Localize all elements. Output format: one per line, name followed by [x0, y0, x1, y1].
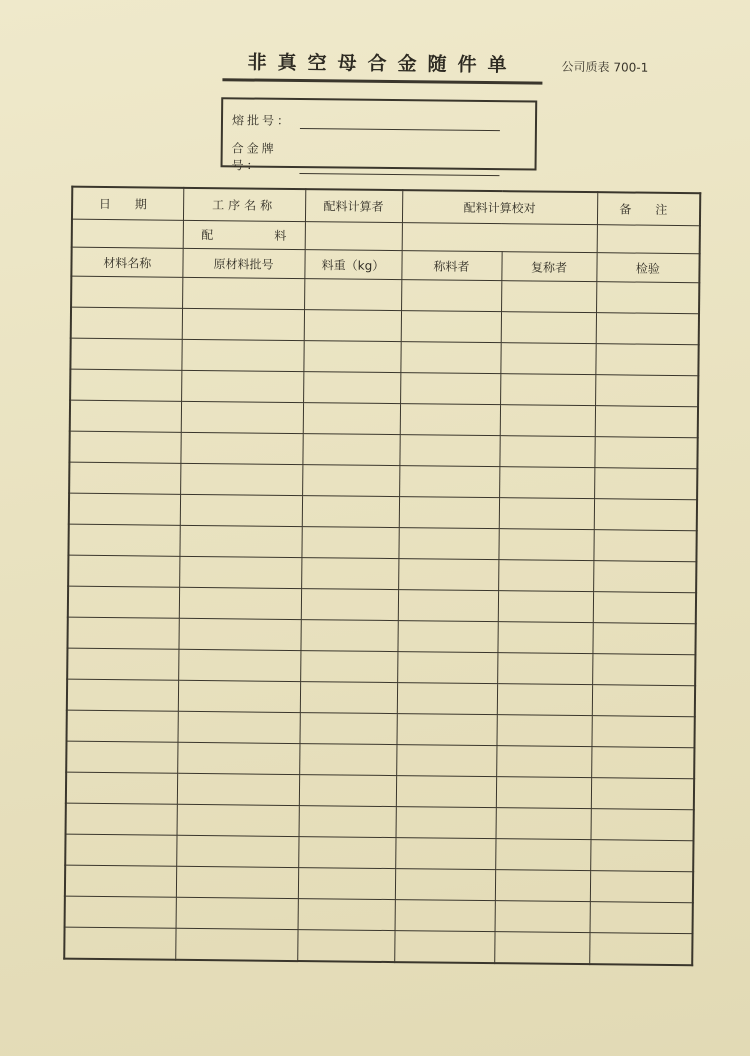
table-cell[interactable]	[68, 586, 179, 618]
table-cell[interactable]	[300, 682, 397, 714]
heat-no-row	[232, 111, 500, 131]
table-cell[interactable]	[180, 463, 302, 495]
table-cell[interactable]	[401, 311, 501, 343]
table-cell[interactable]	[398, 528, 498, 560]
batch-calc-field[interactable]	[305, 222, 402, 251]
table-cell[interactable]	[496, 808, 591, 840]
table-cell[interactable]	[178, 680, 300, 712]
batch-check-field[interactable]	[402, 223, 597, 253]
table-cell[interactable]	[176, 897, 298, 929]
table-cell[interactable]	[302, 496, 399, 528]
table-cell[interactable]	[304, 310, 401, 342]
table-cell[interactable]	[181, 339, 303, 371]
table-cell[interactable]	[177, 711, 299, 743]
table-cell[interactable]	[395, 869, 495, 901]
table-cell[interactable]	[68, 555, 179, 587]
table-cell[interactable]	[300, 620, 397, 652]
table-cell[interactable]	[399, 435, 499, 467]
table-cell[interactable]	[399, 497, 499, 529]
table-cell[interactable]	[591, 747, 694, 779]
table-cell[interactable]	[177, 742, 299, 774]
form-sheet	[0, 25, 740, 1053]
table-cell[interactable]	[66, 803, 177, 835]
table-cell[interactable]	[302, 465, 399, 497]
col-inspection: 检验	[596, 253, 699, 283]
table-cell[interactable]	[71, 307, 182, 339]
table-cell[interactable]	[397, 652, 497, 684]
batch-info-box	[221, 97, 538, 173]
remarks-label: 备 注	[597, 192, 700, 226]
table-cell[interactable]	[181, 401, 303, 433]
table-cell[interactable]	[591, 778, 694, 810]
table-cell[interactable]	[595, 406, 698, 438]
table-cell[interactable]	[589, 933, 692, 966]
materials-table	[63, 186, 701, 967]
table-cell[interactable]	[496, 777, 591, 809]
table-cell[interactable]	[590, 871, 693, 903]
date-label: 日 期	[72, 187, 183, 221]
alloy-grade-label: 合金牌号：	[231, 141, 277, 173]
table-cell[interactable]	[500, 374, 595, 406]
table-cell[interactable]	[594, 499, 697, 531]
table-cell[interactable]	[396, 807, 496, 839]
table-cell[interactable]	[594, 437, 697, 469]
table-cell[interactable]	[182, 308, 304, 340]
table-cell[interactable]	[496, 746, 591, 778]
table-cell[interactable]	[499, 467, 594, 499]
table-cell[interactable]	[71, 276, 182, 308]
table-cell[interactable]	[298, 837, 395, 869]
table-cell[interactable]	[595, 344, 698, 376]
table-cell[interactable]	[67, 617, 178, 649]
table-cell[interactable]	[399, 466, 499, 498]
batch-check-label: 配料计算校对	[402, 190, 597, 225]
remarks-field[interactable]	[597, 225, 700, 254]
table-cell[interactable]	[179, 587, 301, 619]
table-cell[interactable]	[70, 369, 181, 401]
table-cell[interactable]	[301, 558, 398, 590]
table-cell[interactable]	[175, 928, 297, 961]
table-cell[interactable]	[65, 834, 176, 866]
table-cell[interactable]	[500, 343, 595, 375]
table-cell[interactable]	[69, 431, 180, 463]
table-cell[interactable]	[591, 716, 694, 748]
table-cell[interactable]	[592, 654, 695, 686]
table-cell[interactable]	[66, 741, 177, 773]
table-cell[interactable]	[397, 683, 497, 715]
table-cell[interactable]	[396, 714, 496, 746]
table-cell[interactable]	[67, 679, 178, 711]
table-cell[interactable]	[64, 927, 175, 960]
table-cell[interactable]	[501, 281, 596, 313]
table-cell[interactable]	[498, 591, 593, 623]
table-cell[interactable]	[180, 494, 302, 526]
table-cell[interactable]	[495, 839, 590, 871]
table-cell[interactable]	[592, 623, 695, 655]
table-cell[interactable]	[303, 372, 400, 404]
batching-label: 配 料	[183, 220, 305, 249]
table-cell[interactable]	[299, 806, 396, 838]
table-cell[interactable]	[499, 436, 594, 468]
table-cell[interactable]	[70, 338, 181, 370]
table-cell[interactable]	[494, 932, 589, 964]
table-cell[interactable]	[176, 866, 298, 898]
table-cell[interactable]	[301, 527, 398, 559]
table-cell[interactable]	[298, 899, 395, 931]
table-cell[interactable]	[498, 529, 593, 561]
table-cell[interactable]	[179, 556, 301, 588]
table-cell[interactable]	[593, 592, 696, 624]
table-cell[interactable]	[394, 931, 494, 964]
table-cell[interactable]	[396, 776, 496, 808]
table-cell[interactable]	[179, 525, 301, 557]
table-cell[interactable]	[67, 648, 178, 680]
table-cell[interactable]	[178, 649, 300, 681]
table-cell[interactable]	[397, 621, 497, 653]
table-cell[interactable]	[68, 524, 179, 556]
col-weigher: 称料者	[401, 251, 501, 281]
data-rows	[64, 276, 699, 965]
alloy-grade-row	[231, 139, 499, 176]
table-cell[interactable]	[400, 373, 500, 405]
table-cell[interactable]	[398, 559, 498, 591]
table-cell[interactable]	[497, 684, 592, 716]
table-cell[interactable]	[181, 370, 303, 402]
heat-no-label: 熔批号：	[231, 113, 293, 128]
alloy-grade-field[interactable]	[299, 161, 499, 176]
table-cell[interactable]	[65, 865, 176, 897]
table-cell[interactable]	[497, 653, 592, 685]
table-cell[interactable]	[495, 870, 590, 902]
table-cell[interactable]	[70, 400, 181, 432]
table-cell[interactable]	[594, 468, 697, 500]
table-cell[interactable]	[67, 710, 178, 742]
col-reweigher: 复称者	[501, 252, 596, 282]
table-cell[interactable]	[596, 313, 699, 345]
table-cell[interactable]	[500, 405, 595, 437]
table-cell[interactable]	[495, 901, 590, 933]
table-cell[interactable]	[395, 900, 495, 932]
table-cell[interactable]	[303, 403, 400, 435]
table-cell[interactable]	[398, 590, 498, 622]
table-cell[interactable]	[180, 432, 302, 464]
table-cell[interactable]	[304, 279, 401, 311]
table-cell[interactable]	[301, 589, 398, 621]
table-cell[interactable]	[591, 809, 694, 841]
process-name-label: 工序名称	[183, 188, 305, 222]
col-weight: 料重（kg）	[304, 250, 401, 280]
table-cell[interactable]	[300, 651, 397, 683]
table-cell[interactable]	[177, 804, 299, 836]
date-field[interactable]	[72, 219, 183, 248]
table-cell[interactable]	[302, 434, 399, 466]
table-row	[64, 927, 692, 965]
col-material-name: 材料名称	[71, 247, 182, 277]
table-cell[interactable]	[592, 685, 695, 717]
table-cell[interactable]	[69, 462, 180, 494]
col-raw-lot-no: 原材料批号	[182, 248, 304, 278]
table-cell[interactable]	[498, 560, 593, 592]
form-title: 非真空母合金随件单	[222, 47, 542, 84]
table-cell[interactable]	[593, 530, 696, 562]
table-cell[interactable]	[590, 840, 693, 872]
table-cell[interactable]	[590, 902, 693, 934]
batch-calc-label: 配料计算者	[305, 189, 402, 223]
table-cell[interactable]	[400, 404, 500, 436]
table-cell[interactable]	[401, 280, 501, 312]
table-cell[interactable]	[66, 772, 177, 804]
table-cell[interactable]	[501, 312, 596, 344]
table-cell[interactable]	[595, 375, 698, 407]
table-cell[interactable]	[303, 341, 400, 373]
table-cell[interactable]	[299, 713, 396, 745]
table-cell[interactable]	[596, 282, 699, 314]
table-cell[interactable]	[499, 498, 594, 530]
table-cell[interactable]	[177, 773, 299, 805]
table-cell[interactable]	[299, 775, 396, 807]
table-cell[interactable]	[496, 715, 591, 747]
table-cell[interactable]	[176, 835, 298, 867]
table-cell[interactable]	[396, 745, 496, 777]
table-cell[interactable]	[497, 622, 592, 654]
table-cell[interactable]	[65, 896, 176, 928]
table-cell[interactable]	[593, 561, 696, 593]
form-number: 公司质表 700-1	[561, 59, 649, 75]
table-cell[interactable]	[69, 493, 180, 525]
heat-no-field[interactable]	[300, 116, 500, 131]
table-cell[interactable]	[182, 277, 304, 309]
table-cell[interactable]	[395, 838, 495, 870]
table-cell[interactable]	[178, 618, 300, 650]
table-cell[interactable]	[298, 868, 395, 900]
table-cell[interactable]	[297, 930, 394, 963]
table-cell[interactable]	[299, 744, 396, 776]
table-cell[interactable]	[400, 342, 500, 374]
